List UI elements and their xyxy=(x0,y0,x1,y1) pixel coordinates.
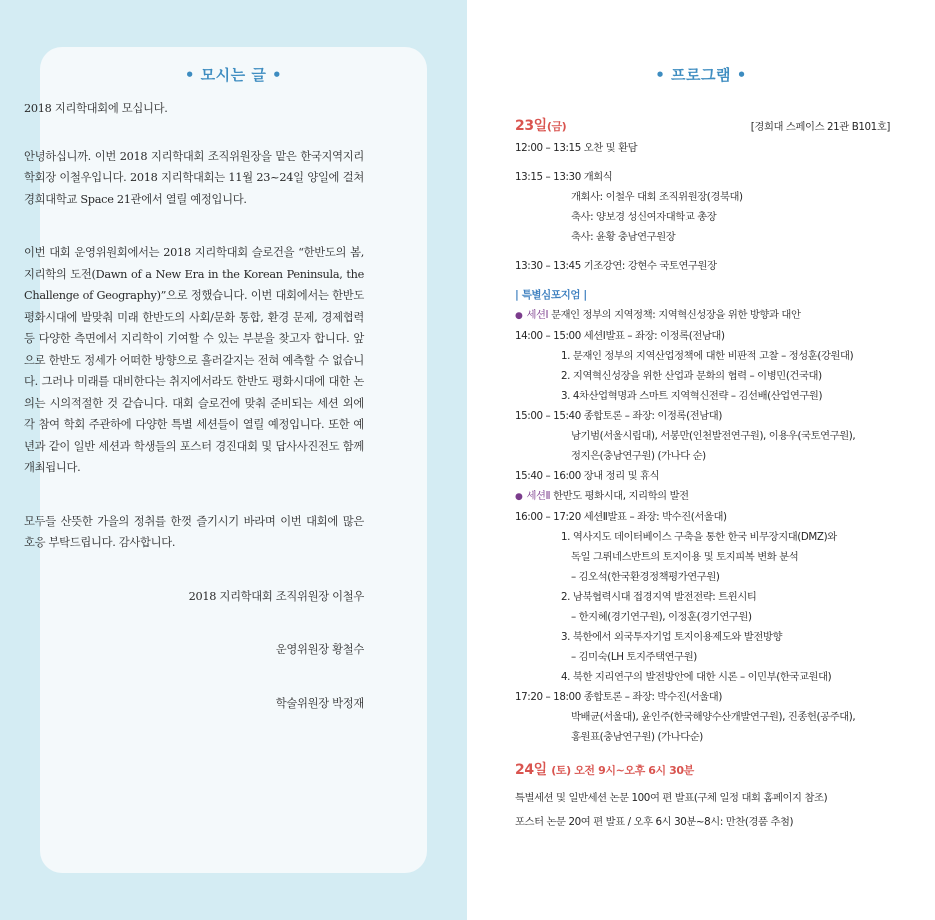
session2-title: 한반도 평화시대, 지리학의 발전 xyxy=(553,490,689,502)
day1-line: 12:00 – 13:15 오찬 및 환담 xyxy=(515,142,638,154)
day1-line: 13:30 – 13:45 기조강연: 강현수 국토연구원장 xyxy=(515,260,717,272)
day1-date: 23일 xyxy=(515,118,547,134)
session1-line: 15:40 – 16:00 장내 정리 및 휴식 xyxy=(515,470,660,482)
day1-schedule xyxy=(515,138,890,285)
spacer xyxy=(515,247,890,256)
day2-label xyxy=(515,759,694,782)
day1-weekday: (금) xyxy=(546,120,567,133)
day2-line: 포스터 논문 20여 편 발표 / 오후 6시 30분~8시: 만찬(경품 추첨) xyxy=(515,816,794,828)
session2-line: – 한지혜(경기연구원), 이정훈(경기연구원) xyxy=(571,611,752,623)
day1-line: 13:15 – 13:30 개회식 xyxy=(515,171,613,183)
session2-bullet-icon: ● xyxy=(515,492,523,502)
signature-academic: 학술위원장 박정재 xyxy=(275,696,364,710)
spacer xyxy=(515,158,890,167)
session2-line: 4. 북한 지리연구의 발전방안에 대한 시론 – 이민부(한국교원대) xyxy=(561,671,832,683)
session1-line: 3. 4차산업혁명과 스마트 지역혁신전략 – 김선배(산업연구원) xyxy=(561,390,823,402)
invitation-title: • 모시는 글 • xyxy=(184,66,283,84)
session2-heading xyxy=(515,486,890,507)
session1-bullet-icon: ● xyxy=(515,311,523,321)
day1-venue: [경희대 스페이스 21관 B101호] xyxy=(750,121,890,133)
session1-line: 14:00 – 15:00 세션Ⅰ발표 – 좌장: 이정록(전남대) xyxy=(515,330,725,342)
day2-date: 24일 xyxy=(515,762,547,778)
session2-line: 1. 역사지도 데이터베이스 구축을 통한 한국 비무장지대(DMZ)와 xyxy=(561,531,837,543)
session1-line: 정지은(충남연구원) (가나다 순) xyxy=(571,450,706,462)
day1-label xyxy=(515,115,566,138)
signature-operations: 운영위원장 황철수 xyxy=(275,643,364,656)
session2-line: 박배균(서울대), 윤인주(한국해양수산개발연구원), 진종헌(공주대), xyxy=(571,711,856,723)
session1-schedule xyxy=(515,326,890,486)
program-title: • 프로그램 • xyxy=(655,66,747,84)
session1-line: 2. 지역혁신성장을 위한 산업과 문화의 협력 – 이병민(건국대) xyxy=(561,370,822,382)
session2-line: 2. 남북협력시대 접경지역 발전전략: 트윈시티 xyxy=(561,591,757,603)
session1-line: 15:00 – 15:40 종합토론 – 좌장: 이정록(전남대) xyxy=(515,410,722,422)
session1-title: 문재인 정부의 지역정책: 지역혁신성장을 위한 방향과 대안 xyxy=(551,309,801,321)
session2-line: – 김미숙(LH 토지주택연구원) xyxy=(571,651,697,663)
day2-header xyxy=(515,759,890,782)
signature-chair: 2018 지리학대회 조직위원장 이철우 xyxy=(188,589,364,603)
session2-schedule xyxy=(515,507,890,747)
special-symposium-title: | 특별심포지엄 | xyxy=(515,289,587,301)
letter-paragraph-1: 안녕하십니까. 이번 2018 지리학대회 조직위원장을 맡은 한국지역지리학회장 이철우입니다. 2018 지리학대회는 11월 23~24일 양일에 걸쳐 경희대학교 Space 21관에서 열릴 예정입니다. xyxy=(24,149,364,206)
program-schedule xyxy=(515,115,890,832)
invitation-letter xyxy=(24,98,364,746)
day2-time: (토) 오전 9시~오후 6시 30분 xyxy=(551,764,694,777)
day1-line: 개회사: 이철우 대회 조직위원장(경북대) xyxy=(571,191,743,203)
session1-line: 남기범(서울시립대), 서봉만(인천발전연구원), 이용우(국토연구원), xyxy=(571,430,856,442)
letter-paragraph-3: 모두들 산뜻한 가을의 정취를 한껏 즐기시기 바라며 이번 대회에 많은 호응 부탁드립니다. 감사합니다. xyxy=(24,514,364,549)
spacer xyxy=(515,276,890,285)
session2-line: 홍원표(충남연구원) (가나다순) xyxy=(571,731,703,743)
letter-greeting: 2018 지리학대회에 모십니다. xyxy=(24,102,168,115)
day1-line: 축사: 양보경 성신여자대학교 총장 xyxy=(571,211,717,223)
session2-line: – 김오석(한국환경정책평가연구원) xyxy=(571,571,720,583)
session2-line: 17:20 – 18:00 종합토론 – 좌장: 박수진(서울대) xyxy=(515,691,722,703)
session2-label: 세션Ⅱ xyxy=(526,490,551,502)
session2-line: 16:00 – 17:20 세션Ⅱ발표 – 좌장: 박수진(서울대) xyxy=(515,511,727,523)
session2-line: 독일 그뤼네스반트의 토지이용 및 토지피복 변화 분석 xyxy=(571,551,799,563)
session1-label: 세션Ⅰ xyxy=(526,309,549,321)
left-panel xyxy=(0,0,467,920)
session1-line: 1. 문재인 정부의 지역산업정책에 대한 비판적 고찰 – 정성훈(강원대) xyxy=(561,350,854,362)
session2-line: 3. 북한에서 외국투자기업 토지이용제도와 발전방향 xyxy=(561,631,782,643)
letter-paragraph-2: 이번 대회 운영위원회에서는 2018 지리학대회 슬로건을 “한반도의 봄, 지리학의 도전(Dawn of a New Era in the Korean Peninsula, the Challenge of Geography)”으로 정했습니다. 이번 대회에서는 한반도 평화시대에 발맞춰 미래 한반도의 사회/문화 통합, 환경 문제, 경제협력 등 다양한 측면에서 지리학이 기여할 수 있는 부분을 찾고자 합니다. 앞으로 한반도 정세가 어떠한 방향으로 흘러갈지는 전혀 예측할 수 없습니다. 그러나 미래를 대비한다는 취지에서라도 한반도 평화시대에 대한 논의는 시의적절한 것 같습니다. 대회 슬로건에 맞춰 준비되는 세션 외에 각 참여 학회 주관하에 다양한 특별 세션들이 열릴 예정입니다. 또한 예년과 같이 일반 세션과 학생들의 포스터 경진대회 및 답사사진전도 함께 개최됩니다. xyxy=(24,246,364,474)
day2-line: 특별세션 및 일반세션 논문 100여 편 발표(구체 일정 대회 홈페이지 참조) xyxy=(515,792,828,804)
day1-header xyxy=(515,115,890,138)
session1-heading xyxy=(515,305,890,326)
day1-line: 축사: 윤황 충남연구원장 xyxy=(571,231,676,243)
